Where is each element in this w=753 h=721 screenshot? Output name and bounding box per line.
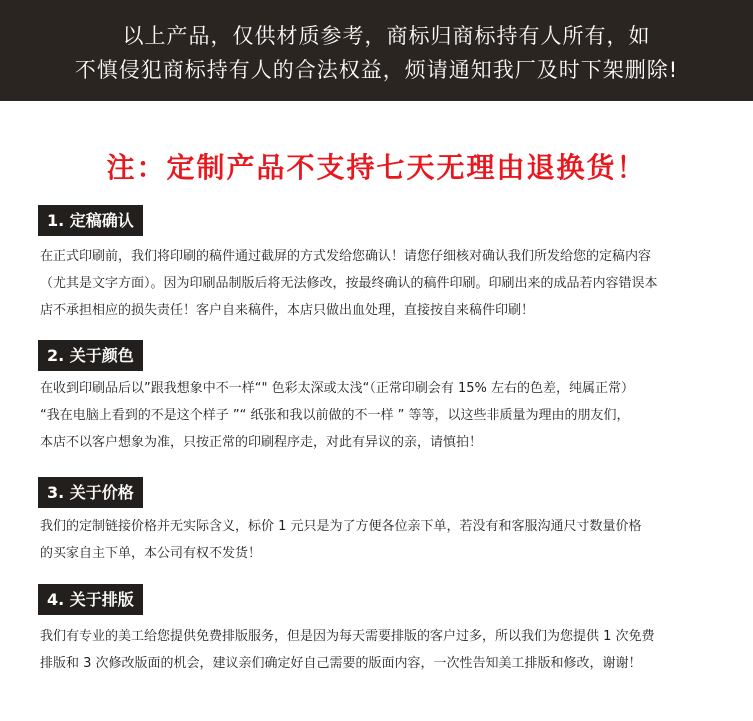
section-line: 本店不以客户想象为准，只按正常的印刷程序走，对此有异议的亲，请慎拍！ [40, 435, 483, 450]
section-line: 店不承担相应的损失责任！客户自来稿件，本店只做出血处理，直接按自来稿件印刷！ [40, 303, 535, 318]
section-body-draft-confirmation [40, 243, 720, 324]
disclaimer-line-1: 以上产品，仅供材质参考，商标归商标持有人所有，如 [122, 24, 651, 48]
section-body-color [40, 375, 720, 456]
section-line: （尤其是文字方面）。因为印刷品制版后将无法修改，按最终确认的稿件印刷。印刷出来的成品若内容错误本 [40, 276, 658, 291]
section-body-price [40, 513, 720, 567]
no-return-notice: 注：定制产品不支持七天无理由退换货！ [106, 151, 647, 184]
disclaimer-line-2: 不慎侵犯商标持有人的合法权益，烦请通知我厂及时下架删除! [74, 58, 679, 82]
section-line: 我们有专业的美工给您提供免费排版服务，但是因为每天需要排版的客户过多，所以我们为您提供 1 次免费 [40, 629, 655, 644]
section-title-draft-confirmation: 1. 定稿确认 [38, 205, 143, 236]
section-title-price: 3. 关于价格 [38, 477, 143, 508]
section-line: 的买家自主下单，本公司有权不发货！ [40, 546, 262, 561]
section-line: 我们的定制链接价格并无实际含义，标价 1 元只是为了方便各位亲下单，若没有和客服沟通尺寸数量价格 [40, 519, 642, 534]
disclaimer-banner [0, 0, 753, 101]
section-title-layout: 4. 关于排版 [38, 584, 143, 615]
section-line: 在收到印刷品后以”跟我想象中不一样“" 色彩太深或太浅“（正常印刷会有 15% 左右的色差，纯属正常） [40, 381, 634, 396]
section-body-layout [40, 623, 720, 677]
section-line: 排版和 3 次修改版面的机会，建议亲们确定好自己需要的版面内容，一次性告知美工排版和修改，谢谢！ [40, 656, 642, 671]
section-line: “我在电脑上看到的不是这个样子 ”“ 纸张和我以前做的不一样 ” 等等，以这些非质量为理由的朋友们， [40, 408, 630, 423]
section-title-color: 2. 关于颜色 [38, 340, 143, 371]
section-line: 在正式印刷前，我们将印刷的稿件通过截屏的方式发给您确认！请您仔细核对确认我们所发给您的定稿内容 [40, 249, 652, 264]
